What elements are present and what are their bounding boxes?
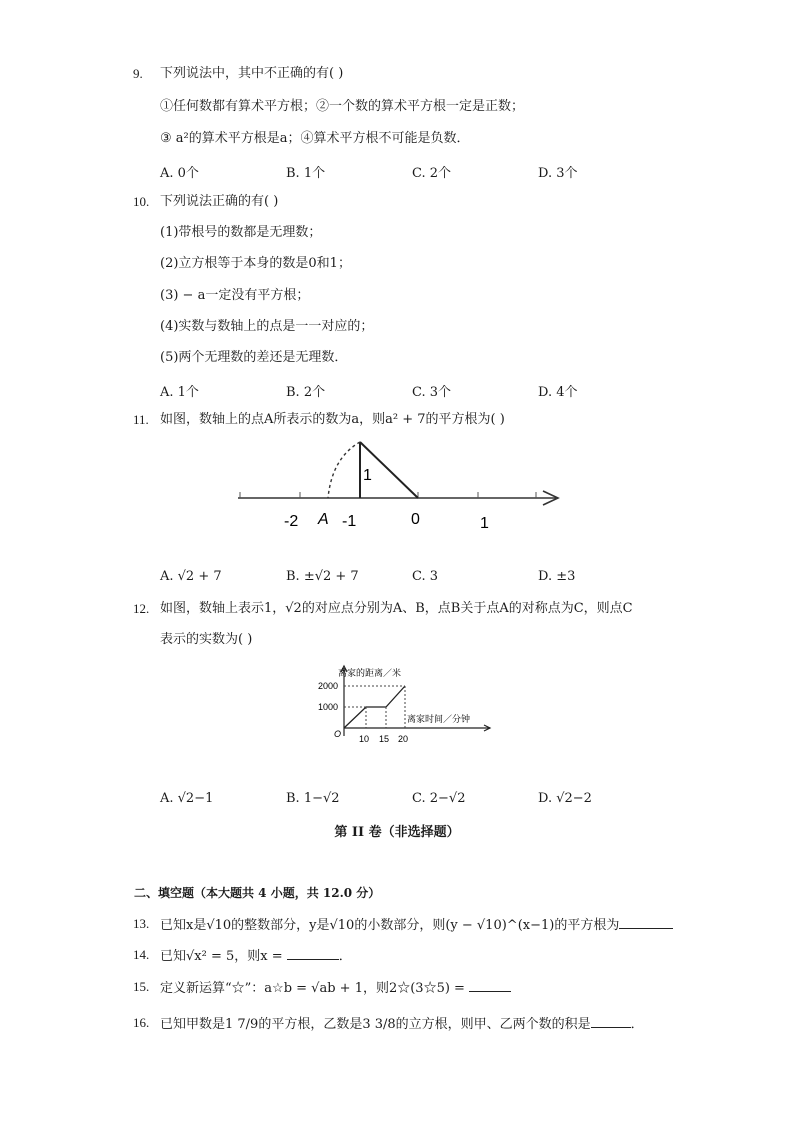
q9-statement-line1: ①任何数都有算术平方根；②一个数的算术平方根一定是正数；	[160, 99, 525, 114]
q9-stem: 下列说法中，其中不正确的有( )	[160, 66, 344, 81]
q10-option-c: C. 3个	[412, 385, 452, 400]
q10-option-a: A. 1个	[160, 385, 199, 400]
q14-answer-blank[interactable]	[287, 947, 339, 960]
x-tick-20: 20	[398, 734, 409, 744]
q15-answer-blank[interactable]	[469, 979, 511, 992]
q14-number: 14.	[133, 947, 150, 962]
q10-number: 10.	[133, 194, 150, 209]
q12-stem: 如图，数轴上表示1，√2的对应点分别为A、B，点B关于点A的对称点为C，则点C	[160, 601, 633, 616]
q10-item-2: (2)立方根等于本身的数是0和1；	[160, 256, 351, 271]
x-tick-15: 15	[379, 734, 390, 744]
q11-option-b: B. ±√2 + 7	[286, 569, 359, 584]
dashed-arc	[328, 442, 360, 498]
part-two-title: 第 II 卷（非选择题）	[334, 825, 460, 840]
q12-stem-continued: 表示的实数为( )	[160, 632, 253, 647]
tick-label-1: 1	[480, 515, 489, 532]
q11-option-a: A. √2 + 7	[160, 569, 222, 584]
tick-label-neg2: -2	[284, 513, 299, 530]
q12-option-b: B. 1−√2	[286, 791, 340, 806]
origin-label: O	[334, 729, 342, 739]
q13-answer-blank[interactable]	[619, 916, 673, 929]
q9-statement-line2: ③ a²的算术平方根是a；④算术平方根不可能是负数．	[160, 131, 470, 146]
q11-number: 11.	[133, 412, 149, 427]
q11-option-c: C. 3	[412, 569, 439, 584]
q11-number-line-figure	[228, 436, 568, 536]
q9-option-d: D. 3个	[538, 166, 578, 181]
q10-item-4: (4)实数与数轴上的点是一一对应的；	[160, 319, 374, 334]
q12-option-c: C. 2−√2	[412, 791, 466, 806]
q11-stem: 如图，数轴上的点A所表示的数为a，则a² + 7的平方根为( )	[160, 412, 505, 427]
q9-option-a: A. 0个	[160, 166, 199, 181]
q13-number: 13.	[133, 916, 150, 931]
q9-option-b: B. 1个	[286, 166, 326, 181]
q16-answer-blank[interactable]	[591, 1015, 631, 1028]
q12-graph-figure	[310, 664, 500, 746]
x-axis-label: 离家时间／分钟	[407, 714, 471, 724]
q16-text-row: 已知甲数是1 7/9的平方根，乙数是3 3/8的立方根，则甲、乙两个数的积是 ．	[160, 1017, 644, 1032]
q12-option-d: D. √2−2	[538, 791, 592, 806]
q12-option-a: A. √2−1	[160, 791, 214, 806]
point-a-label: A	[318, 511, 329, 528]
y-axis-label: 离家的距离／米	[338, 668, 402, 678]
q10-option-d: D. 4个	[538, 385, 578, 400]
section-fill-in-title: 二、填空题（本大题共 4 小题，共 12.0 分）	[134, 886, 381, 900]
tick-label-neg1: -1	[342, 513, 357, 530]
q15-number: 15.	[133, 979, 150, 994]
segment-label: 1	[363, 467, 372, 484]
q12-number: 12.	[133, 601, 150, 616]
q14-text: 已知√x² = 5，则x =	[160, 949, 287, 964]
tick-label-0: 0	[411, 511, 420, 528]
q15-text-row	[160, 979, 511, 997]
q10-option-b: B. 2个	[286, 385, 326, 400]
q16-text: 已知甲数是1 7/9的平方根，乙数是3 3/8的立方根，则甲、乙两个数的积是	[160, 1017, 591, 1032]
q13-text-row	[160, 916, 673, 934]
q9-number: 9.	[133, 66, 143, 81]
q11-option-d: D. ±3	[538, 569, 576, 584]
q13-text: 已知x是√10的整数部分，y是√10的小数部分，则(y − √10)^(x−1)的平方根为	[160, 918, 620, 933]
q16-number: 16.	[133, 1015, 150, 1030]
y-tick-1000: 1000	[318, 702, 339, 712]
q15-text: 定义新运算“☆”：a☆b = √ab + 1，则2☆(3☆5) =	[160, 981, 470, 996]
q10-item-1: (1)带根号的数都是无理数；	[160, 225, 322, 240]
q10-item-5: (5)两个无理数的差还是无理数．	[160, 350, 348, 365]
x-tick-10: 10	[359, 734, 370, 744]
y-tick-2000: 2000	[318, 681, 339, 691]
q14-text-row: 已知√x² = 5，则x = ．	[160, 949, 352, 964]
q10-item-3: (3) − a一定没有平方根；	[160, 288, 310, 303]
q9-option-c: C. 2个	[412, 166, 452, 181]
q10-stem: 下列说法正确的有( )	[160, 194, 279, 209]
